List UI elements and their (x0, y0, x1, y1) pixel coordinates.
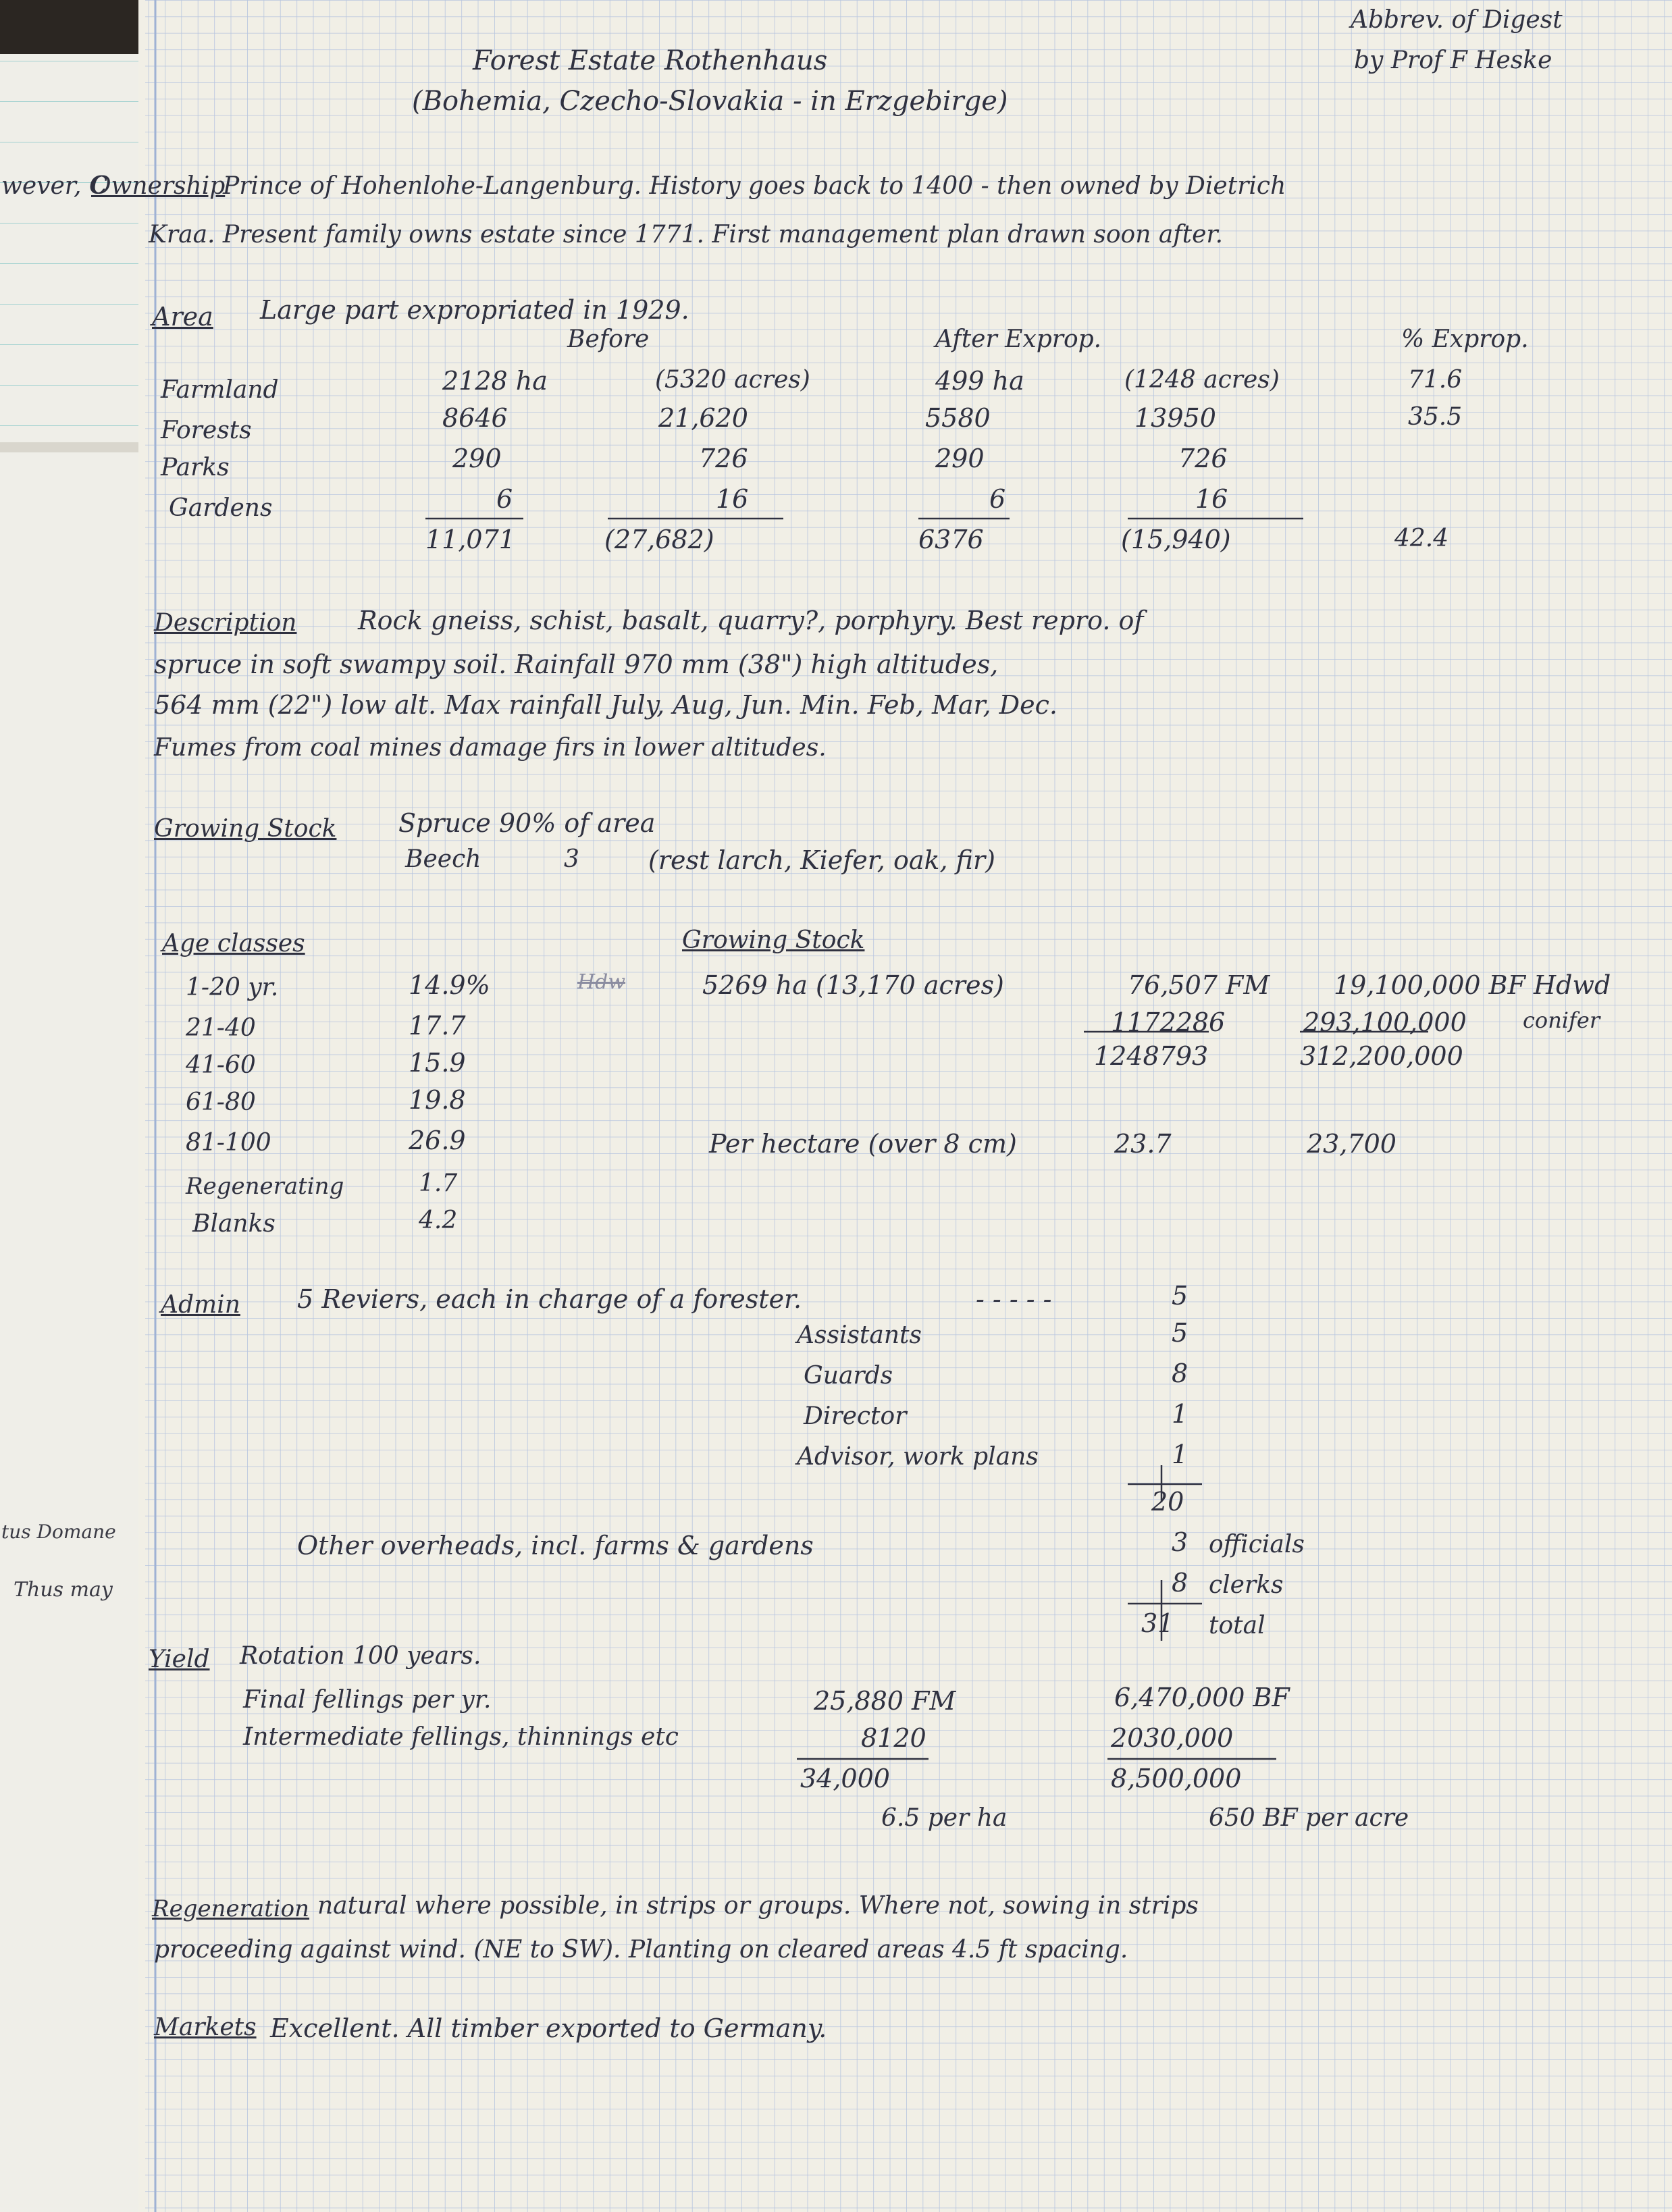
area-col-after: After Exprop. (935, 325, 1102, 353)
description-line-1: Rock gneiss, schist, basalt, quarry?, porphyry. Best repro. of (358, 606, 1144, 635)
age-class-label: 21-40 (186, 1014, 256, 1042)
area-pct: 71.6 (1408, 366, 1463, 394)
staff-label: Director (804, 1402, 907, 1430)
stock-bf-1: 19,100,000 BF Hdwd (1334, 970, 1611, 1000)
area-after-ac: 16 (1195, 484, 1228, 514)
stock-fm-1: 76,507 FM (1128, 970, 1270, 1000)
area-after-ha: 6 (989, 484, 1006, 514)
admin-heading: Admin (161, 1291, 240, 1319)
staff-label: Advisor, work plans (797, 1443, 1039, 1471)
page-title: Forest Estate Rothenhaus (473, 45, 828, 76)
yield-heading: Yield (149, 1645, 210, 1673)
description-line-3: 564 mm (22") low alt. Max rainfall July, Aug, Jun. Min. Feb, Mar, Dec. (154, 690, 1057, 720)
staff-count: 5 (1172, 1281, 1188, 1311)
stock-area: 5269 ha (13,170 acres) (702, 970, 1004, 1000)
area-col-pct: % Exprop. (1401, 325, 1529, 353)
markets-heading: Markets (154, 2013, 257, 2041)
growing-stock-rest: (rest larch, Kiefer, oak, fir) (648, 845, 996, 875)
yield-total-fm: 34,000 (800, 1764, 890, 1793)
area-total-before-ac: (27,682) (604, 525, 714, 554)
age-class-pct: 26.9 (409, 1126, 466, 1155)
note-line-1: Abbrev. of Digest (1351, 6, 1563, 34)
area-before-ac: 21,620 (658, 403, 748, 433)
area-before-ha: 2128 ha (442, 366, 548, 396)
area-pct: 35.5 (1408, 403, 1463, 431)
ownership-line-1: Prince of Hohenlohe-Langenburg. History goes back to 1400 - then owned by Dietrich (223, 172, 1286, 200)
area-intro: Large part expropriated in 1929. (260, 295, 689, 325)
left-page-line-2: Thus may (14, 1578, 113, 1602)
staff-count: 1 (1172, 1440, 1188, 1469)
stock-bf-3: 312,200,000 (1300, 1041, 1463, 1071)
admin-line-1: 5 Reviers, each in charge of a forester. (297, 1284, 802, 1314)
yield-per-acre: 650 BF per acre (1209, 1804, 1409, 1832)
age-class-pct: 4.2 (419, 1207, 458, 1234)
per-hectare-bf: 23,700 (1307, 1129, 1396, 1159)
stock-bf-2: 293,100,000 (1303, 1007, 1467, 1037)
yield-bf: 6,470,000 BF (1114, 1683, 1290, 1712)
area-after-ac: (1248 acres) (1124, 366, 1280, 394)
staff-count: 8 (1172, 1359, 1188, 1388)
area-before-ha: 6 (496, 484, 513, 514)
description-heading: Description (154, 609, 297, 637)
stock-fm-2: 1172286 (1111, 1007, 1226, 1037)
age-class-pct: 19.8 (409, 1085, 466, 1115)
left-page-line-1: tus Domane (1, 1521, 116, 1543)
age-class-pct: 15.9 (409, 1048, 466, 1078)
area-before-ha: 8646 (442, 403, 508, 433)
age-class-label: 61-80 (186, 1088, 256, 1116)
area-total-after-ac: (15,940) (1121, 525, 1231, 554)
description-line-2: spruce in soft swampy soil. Rainfall 970 mm (38") high altitudes, (154, 650, 999, 679)
overhead-count: 31 (1141, 1608, 1174, 1638)
regeneration-heading: Regeneration (152, 1895, 310, 1922)
age-class-label: 41-60 (186, 1051, 256, 1079)
area-before-ha: 290 (452, 444, 502, 473)
area-row-name: Farmland (161, 376, 279, 404)
age-class-label: Blanks (192, 1210, 276, 1238)
markets-text: Excellent. All timber exported to Germany. (270, 2013, 827, 2043)
area-after-ac: 13950 (1134, 403, 1216, 433)
area-heading: Area (152, 302, 213, 332)
area-after-ac: 726 (1178, 444, 1228, 473)
ownership-line-2: Kraa. Present family owns estate since 1771. First management plan drawn soon after. (149, 221, 1224, 248)
regeneration-line-2: proceeding against wind. (NE to SW). Planting on cleared areas 4.5 ft spacing. (154, 1936, 1128, 1964)
admin-dashes: - - - - - (976, 1284, 1052, 1314)
yield-fm: 25,880 FM (814, 1686, 956, 1716)
admin-subtotal: 20 (1151, 1487, 1184, 1517)
growing-stock-heading: Growing Stock (154, 815, 337, 843)
area-row-name: Gardens (169, 494, 273, 522)
regeneration-line-1: natural where possible, in strips or groups. Where not, sowing in strips (317, 1892, 1199, 1920)
area-total-pct: 42.4 (1394, 525, 1449, 552)
overhead-count: 3 (1172, 1527, 1188, 1557)
age-class-label: 81-100 (186, 1129, 271, 1157)
area-col-before: Before (567, 325, 650, 353)
overhead-label-item: total (1209, 1612, 1265, 1639)
staff-count: 1 (1172, 1399, 1188, 1429)
growing-stock-line-1: Spruce 90% of area (398, 808, 656, 838)
age-classes-heading: Age classes (162, 930, 305, 957)
conifer-label: conifer (1523, 1007, 1600, 1033)
yield-rotation: Rotation 100 years. (240, 1642, 481, 1670)
stock-fm-3: 1248793 (1094, 1041, 1209, 1071)
area-row-name: Forests (161, 417, 252, 444)
age-class-pct: 14.9% (409, 970, 490, 1000)
stock-heading: Growing Stock (682, 926, 865, 954)
page-subtitle: (Bohemia, Czecho-Slovakia - in Erzgebirge) (412, 86, 1008, 117)
area-after-ha: 499 ha (935, 366, 1024, 396)
yield-per-ha: 6.5 per ha (881, 1804, 1008, 1832)
staff-count: 5 (1172, 1318, 1188, 1348)
per-hectare-label: Per hectare (over 8 cm) (709, 1129, 1017, 1159)
note-line-2: by Prof F Heske (1354, 47, 1552, 74)
yield-bf: 2030,000 (1111, 1723, 1234, 1753)
area-after-ha: 290 (935, 444, 985, 473)
area-before-ac: (5320 acres) (655, 366, 810, 394)
area-row-name: Parks (161, 454, 230, 481)
age-class-pct: 17.7 (409, 1011, 466, 1041)
description-line-4: Fumes from coal mines damage firs in lower altitudes. (154, 734, 827, 762)
area-before-ac: 726 (699, 444, 748, 473)
yield-fm: 8120 (861, 1723, 926, 1753)
area-after-ha: 5580 (925, 403, 991, 433)
staff-label: Guards (804, 1362, 893, 1390)
struck-word: Hdw (577, 970, 626, 994)
yield-label: Final fellings per yr. (243, 1686, 492, 1714)
age-class-label: 1-20 yr. (186, 974, 279, 1001)
yield-total-bf: 8,500,000 (1111, 1764, 1242, 1793)
area-total-before-ha: 11,071 (425, 525, 515, 554)
age-class-label: Regenerating (186, 1173, 344, 1200)
yield-label: Intermediate fellings, thinnings etc (243, 1723, 679, 1751)
ownership-heading: Ownership (91, 172, 226, 200)
overhead-label-item: officials (1209, 1531, 1305, 1558)
age-class-pct: 1.7 (419, 1169, 458, 1197)
overhead-count: 8 (1172, 1568, 1188, 1598)
overhead-label: Other overheads, incl. farms & gardens (297, 1531, 814, 1560)
margin-fragment: wever, C (1, 172, 108, 200)
area-before-ac: 16 (716, 484, 749, 514)
overhead-label-item: clerks (1209, 1571, 1284, 1599)
area-total-after-ha: 6376 (918, 525, 984, 554)
growing-stock-beech-pct: 3 (564, 845, 579, 873)
per-hectare-fm: 23.7 (1114, 1129, 1172, 1159)
growing-stock-beech: Beech (405, 845, 481, 873)
staff-label: Assistants (797, 1321, 922, 1349)
